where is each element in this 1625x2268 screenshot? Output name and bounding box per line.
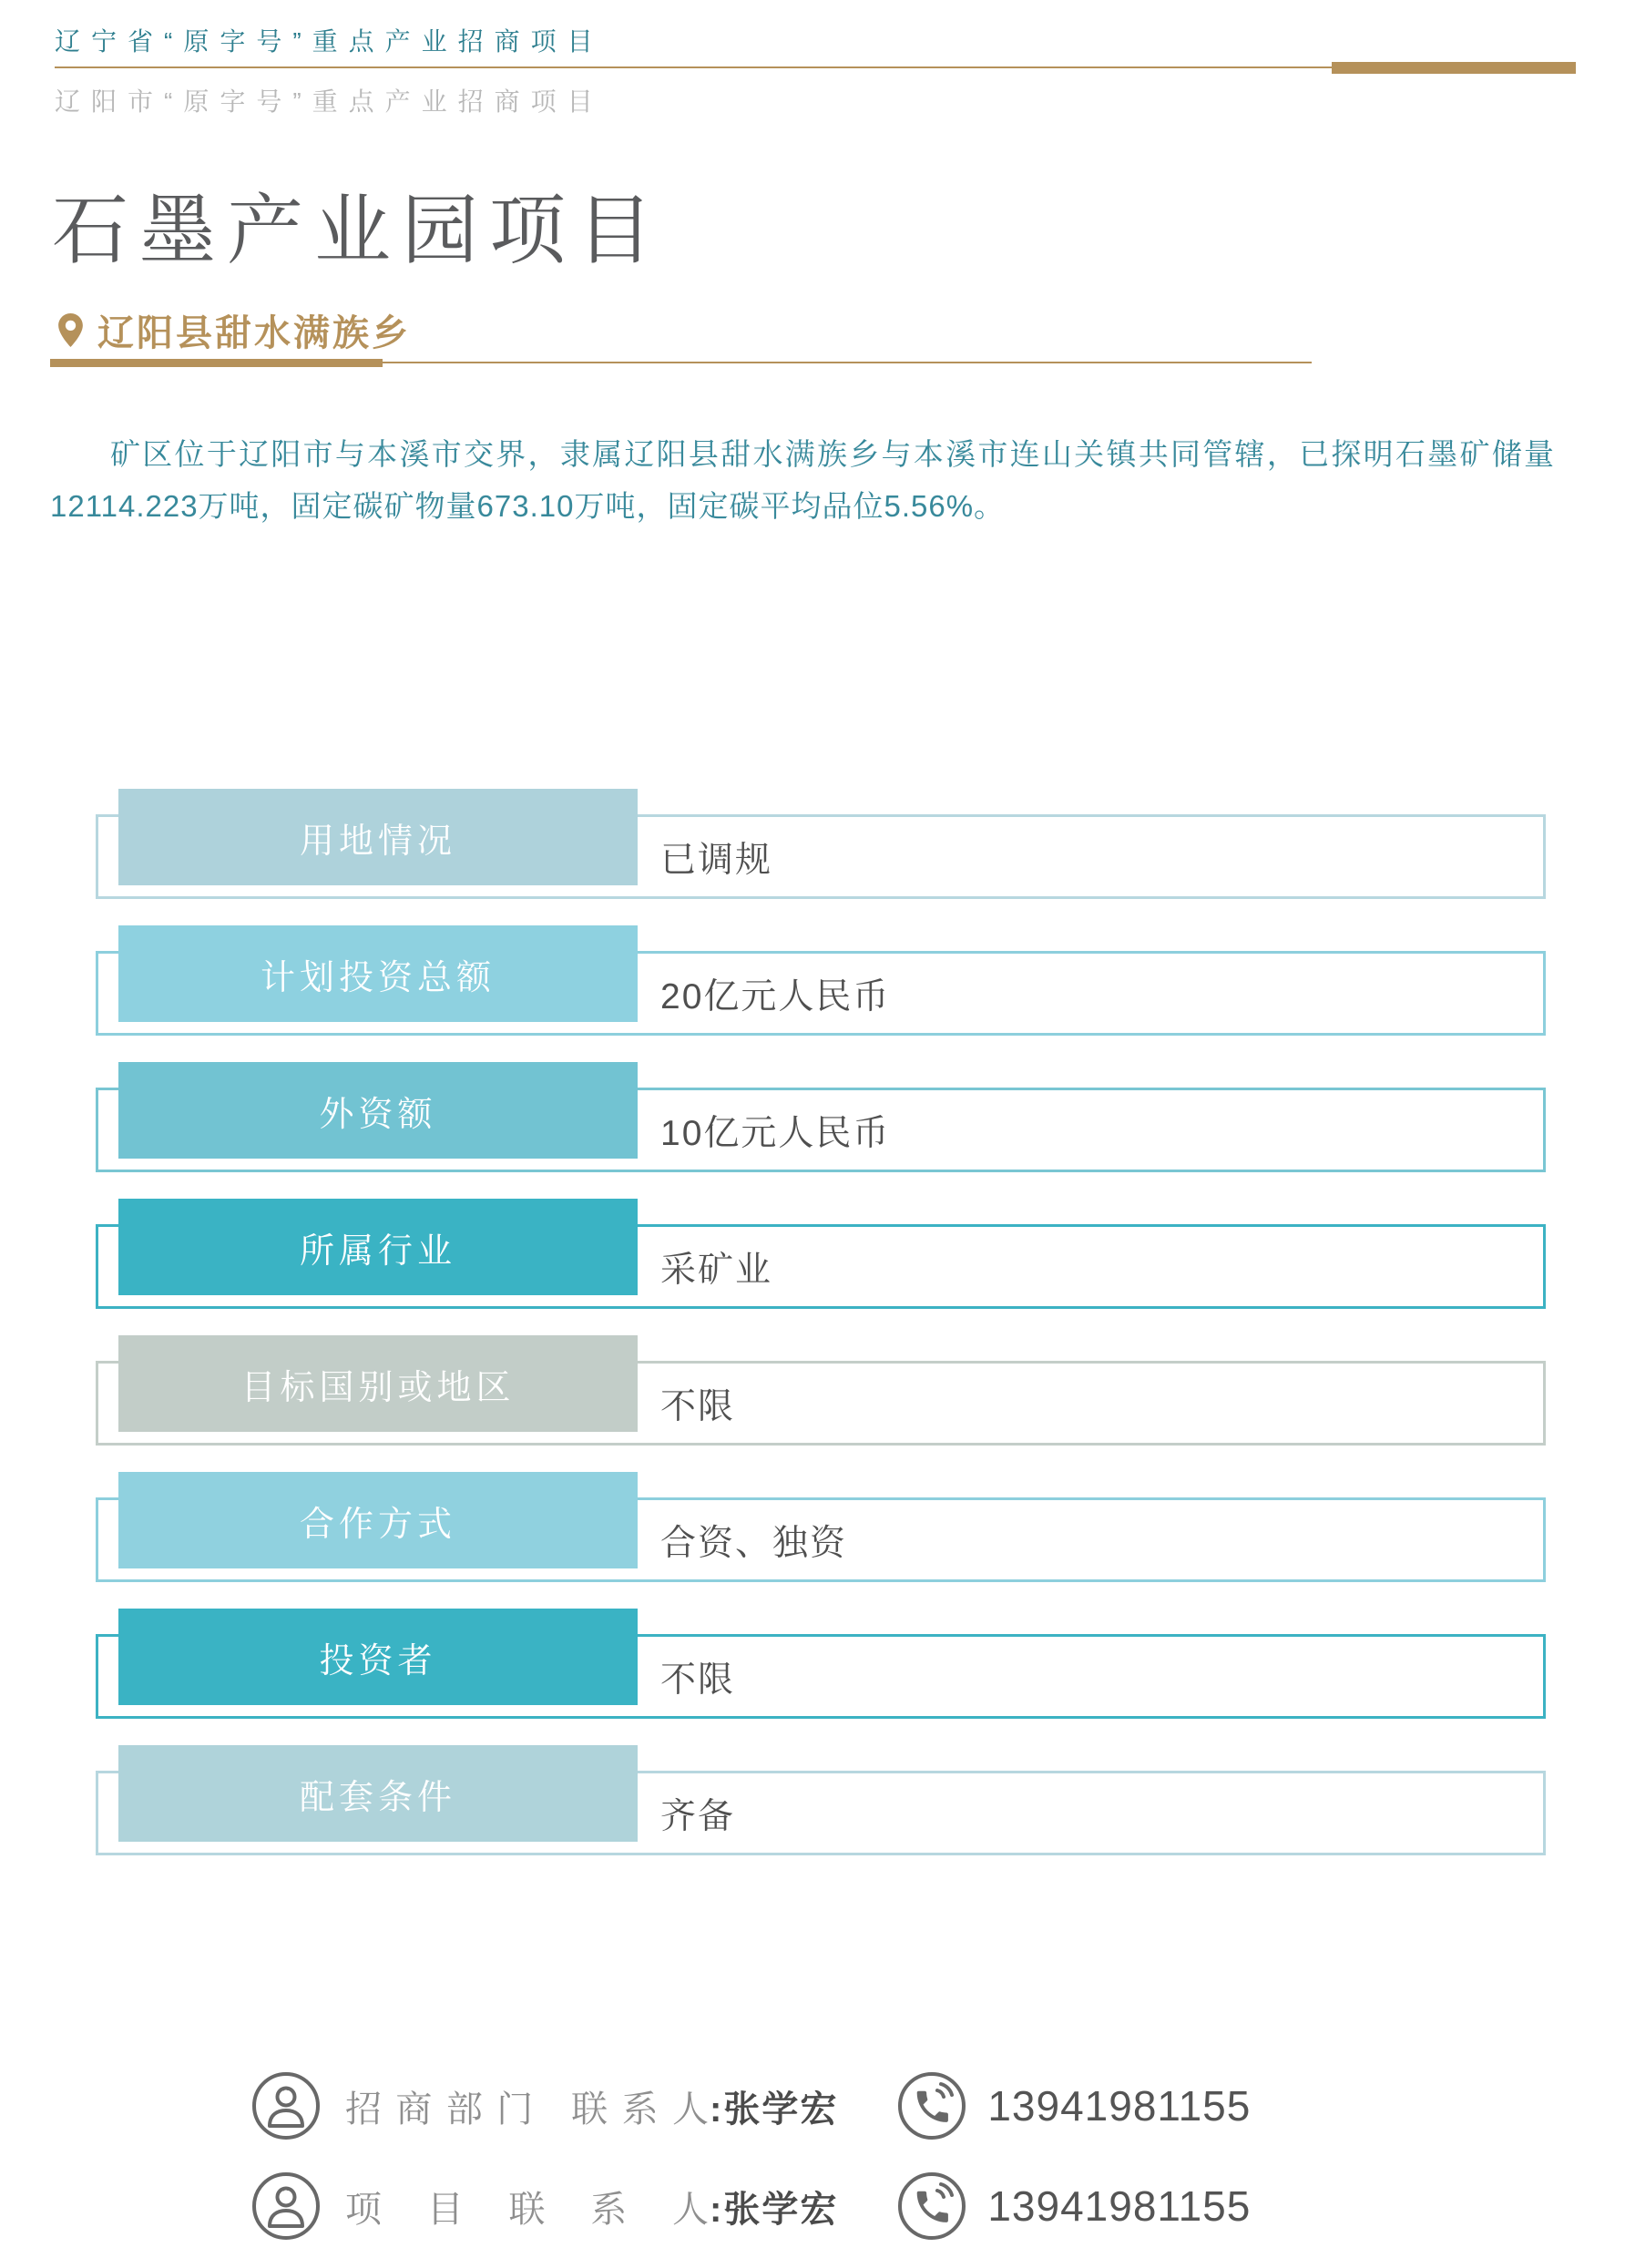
info-table xyxy=(0,789,1625,1882)
info-row-supporting-conditions xyxy=(0,1745,1625,1855)
row-value: 10亿元人民币 xyxy=(660,1113,891,1153)
section-divider xyxy=(50,359,1312,367)
row-label: 所属行业 xyxy=(118,1199,638,1295)
info-row-target-region xyxy=(0,1335,1625,1446)
info-row-land-status xyxy=(0,789,1625,899)
contact-line-department xyxy=(250,2069,1251,2142)
info-row-cooperation-mode xyxy=(0,1472,1625,1582)
contacts-block xyxy=(250,2069,1251,2268)
phone-icon xyxy=(896,2070,967,2141)
row-label: 外资额 xyxy=(118,1062,638,1159)
contact-line-project xyxy=(250,2170,1251,2242)
row-value: 不限 xyxy=(660,1386,736,1426)
row-value: 齐备 xyxy=(660,1796,736,1836)
row-label: 合作方式 xyxy=(118,1472,638,1568)
contact-label: 招商部门 联系人 xyxy=(345,2089,710,2130)
project-description: 矿区位于辽阳市与本溪市交界，隶属辽阳县甜水满族乡与本溪市连山关镇共同管辖，已探明石墨矿储量12114.223万吨，固定碳矿物量673.10万吨，固定碳平均品位5.56%。 xyxy=(50,437,1555,523)
province-header-line: 辽宁省“原字号”重点产业招商项目 xyxy=(55,27,604,56)
row-label: 配套条件 xyxy=(118,1745,638,1842)
info-row-foreign-capital xyxy=(0,1062,1625,1172)
person-icon xyxy=(250,2070,322,2141)
contact-name: :张学宏 xyxy=(710,2189,839,2230)
contact-phone-number: 13941981155 xyxy=(987,2082,1252,2130)
row-value: 已调规 xyxy=(660,840,773,880)
info-row-investor xyxy=(0,1609,1625,1719)
header-rule-thick-bar xyxy=(1332,62,1576,74)
person-icon xyxy=(250,2171,322,2242)
row-label: 目标国别或地区 xyxy=(118,1335,638,1432)
contact-phone-number: 13941981155 xyxy=(987,2182,1252,2230)
row-value: 20亿元人民币 xyxy=(660,976,891,1017)
divider-thick-segment xyxy=(50,359,383,367)
phone-icon xyxy=(896,2171,967,2242)
header-rule xyxy=(55,62,1576,74)
city-header-line: 辽阳市“原字号”重点产业招商项目 xyxy=(55,87,604,116)
contact-label: 项目联系人 xyxy=(345,2189,710,2230)
info-row-planned-investment xyxy=(0,925,1625,1036)
divider-thin-segment xyxy=(383,362,1312,363)
location-text: 辽阳县甜水满族乡 xyxy=(97,312,411,353)
row-label: 投资者 xyxy=(118,1609,638,1705)
row-value: 不限 xyxy=(660,1660,736,1700)
row-value: 合资、独资 xyxy=(660,1523,848,1563)
page-title: 石墨产业园项目 xyxy=(52,188,665,273)
info-row-industry xyxy=(0,1199,1625,1309)
map-pin-icon xyxy=(58,313,83,347)
contact-name: :张学宏 xyxy=(710,2089,839,2130)
row-label: 用地情况 xyxy=(118,789,638,885)
row-value: 采矿业 xyxy=(660,1250,773,1290)
row-label: 计划投资总额 xyxy=(118,925,638,1022)
location-row xyxy=(58,304,411,356)
